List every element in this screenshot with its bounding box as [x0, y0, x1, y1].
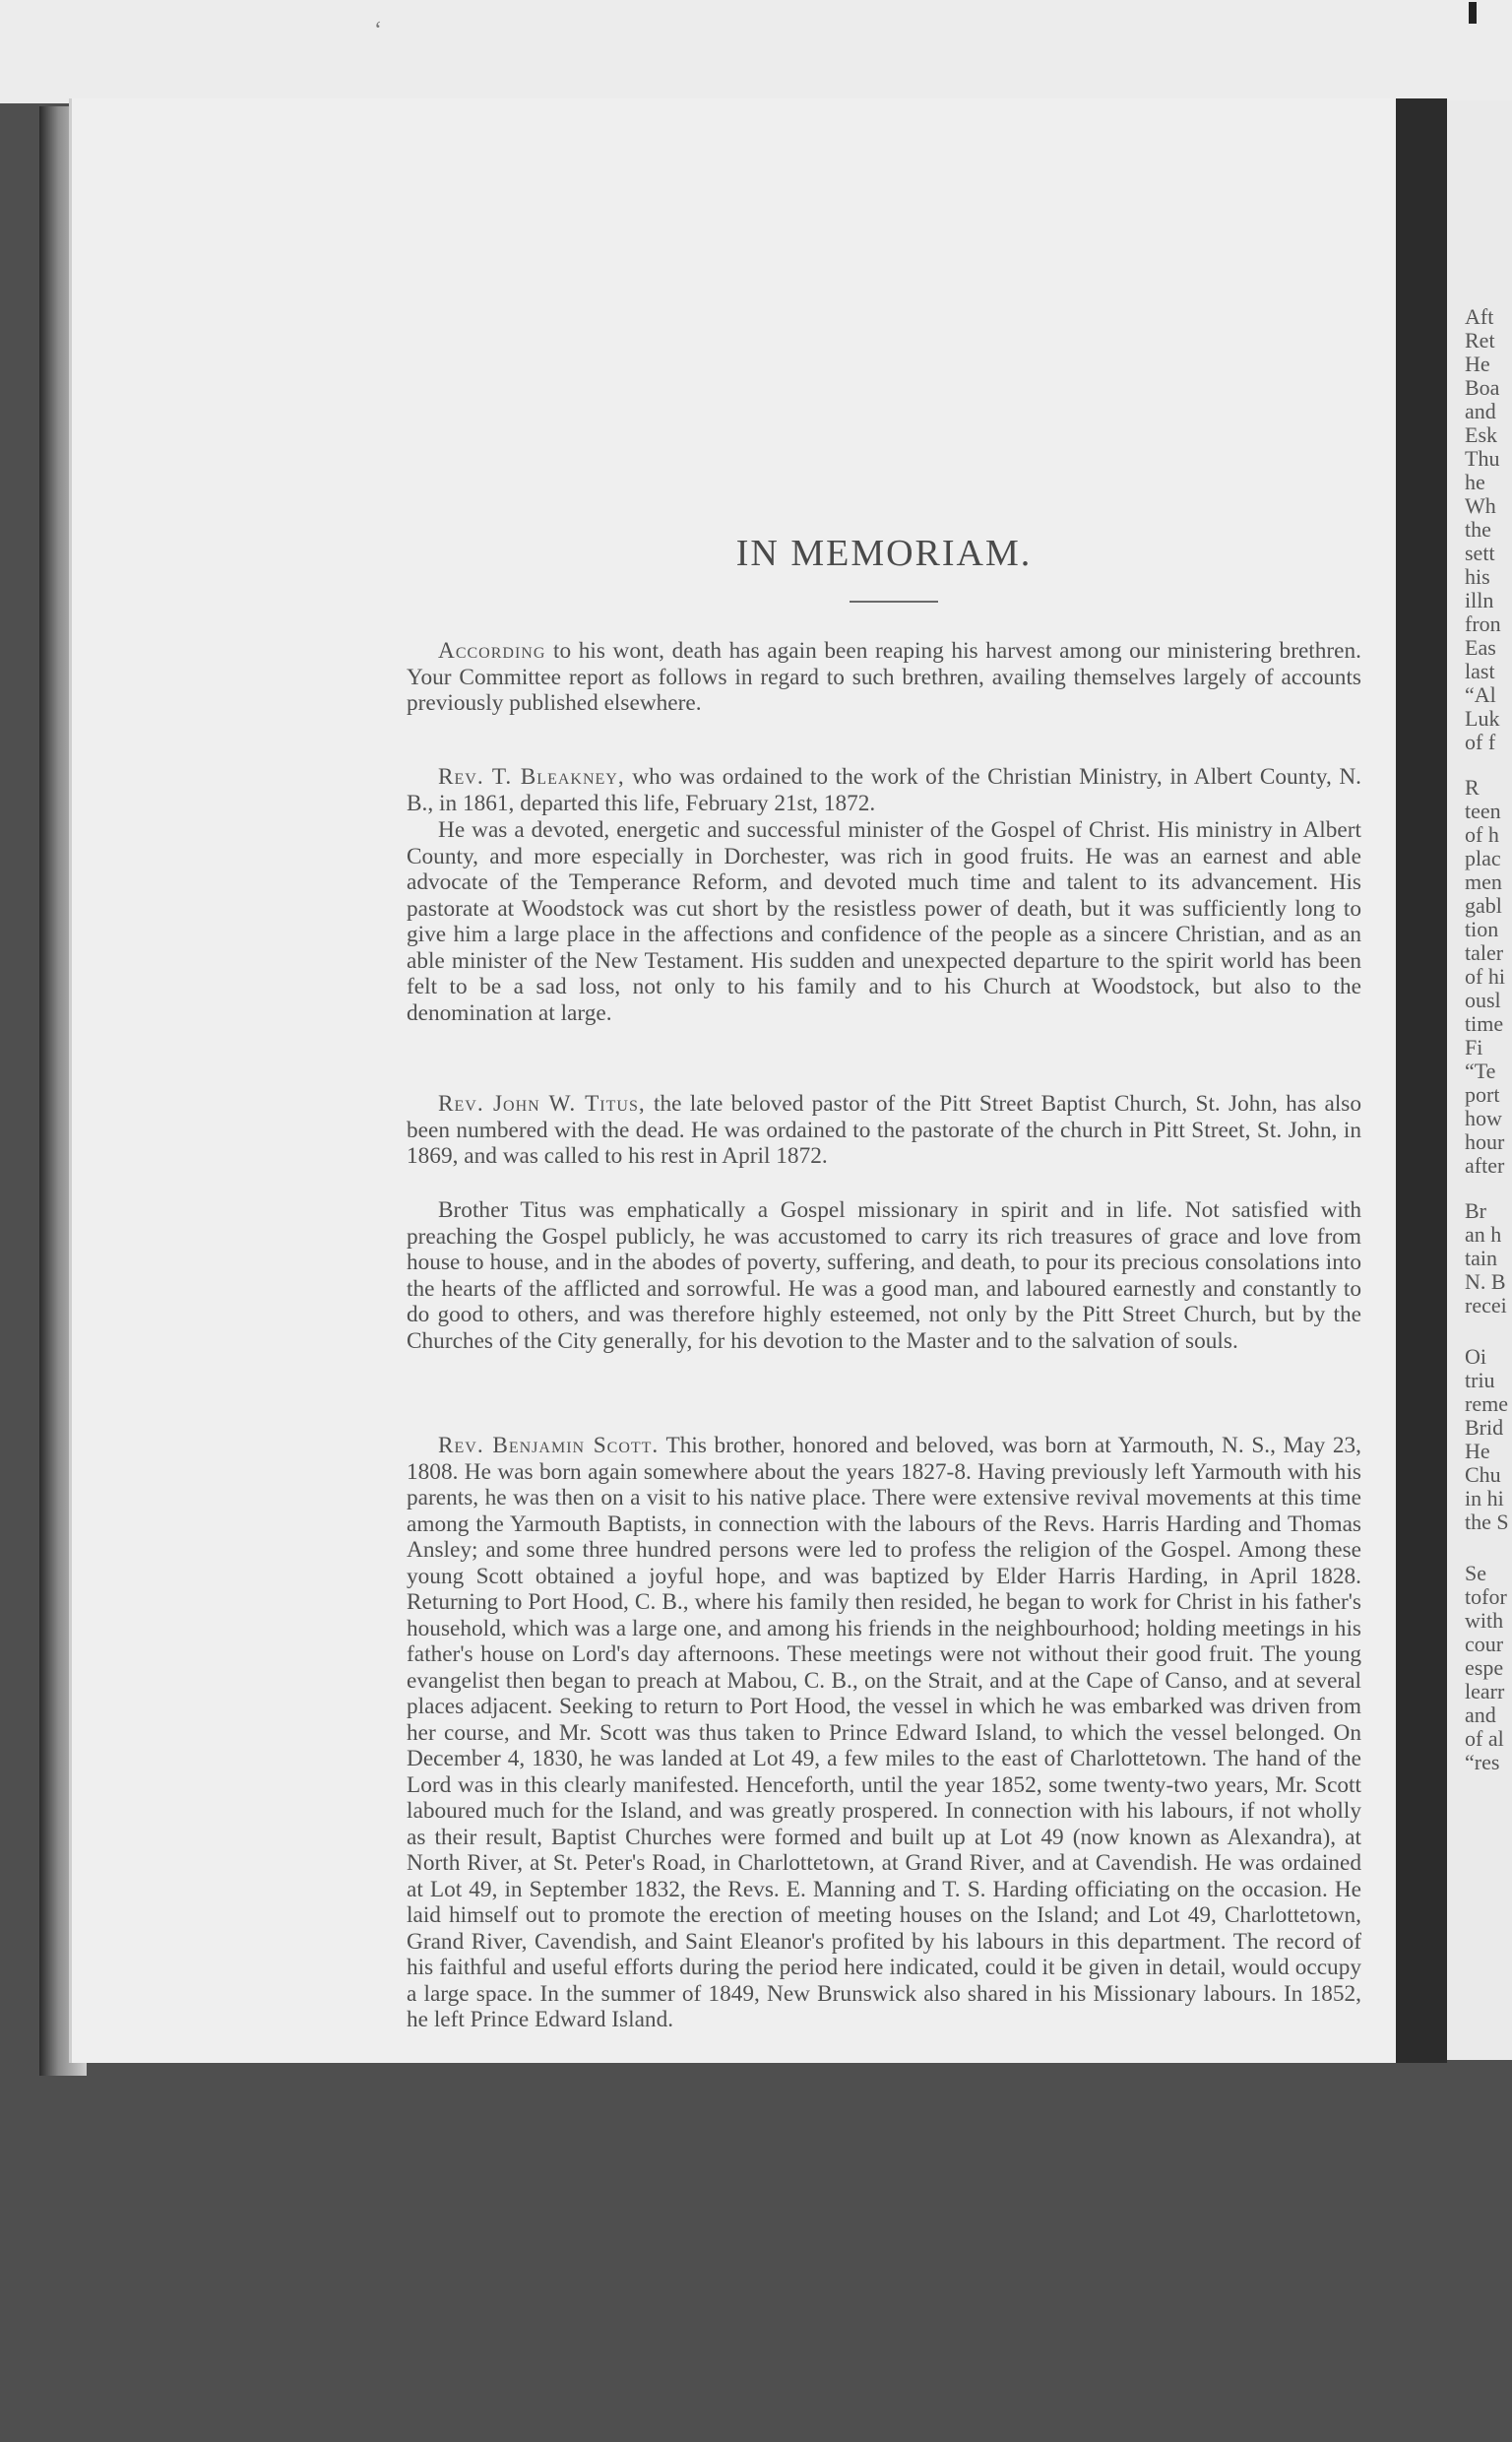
next-page-fragment: of f: [1465, 730, 1496, 754]
next-page-fragment: men: [1465, 869, 1502, 894]
next-page-fragment: “Te: [1465, 1059, 1496, 1083]
next-page-fragment: He: [1465, 352, 1490, 376]
next-page-fragment: N. B: [1465, 1269, 1506, 1294]
scan-mark: ‘: [374, 18, 382, 43]
next-page-fragment: reme: [1465, 1391, 1508, 1416]
next-page-fragment: ousl: [1465, 988, 1501, 1012]
next-page-fragment: recei: [1465, 1293, 1507, 1317]
next-page-fragment: Br: [1465, 1198, 1486, 1223]
next-page-fragment: how: [1465, 1106, 1502, 1130]
titus-name: Rev. John W. Titus,: [438, 1091, 646, 1117]
top-margin-strip: [0, 0, 1512, 103]
next-page-fragment: Fi: [1465, 1035, 1483, 1060]
scott-name: Rev. Benjamin Scott.: [438, 1433, 660, 1458]
next-page-fragment: Boa: [1465, 375, 1500, 400]
titus-tribute-paragraph: Brother Titus was emphatically a Gospel missionary in spirit and in life. Not satisfied with preaching the Gospel publicly, he was accustomed to carry its rich treasures of grace and love from house to house, and in the abodes of poverty, suffering, and death, to pour its precious consolations into the hearts of the afflicted and sorrowful. He was a good man, and laboured earnestly and constantly to do good to others, and was therefore highly esteemed, not only by the Pitt Street Church, but by the Churches of the City generally, for his devotion to the Master and to the salvation of souls.: [407, 1197, 1361, 1354]
next-page-fragment: espe: [1465, 1655, 1504, 1680]
next-page-fragment: Eas: [1465, 635, 1496, 660]
next-page-fragment: and: [1465, 1703, 1496, 1727]
bleakney-paragraph: [407, 764, 1361, 816]
next-page-fragment: Esk: [1465, 422, 1497, 447]
next-page-fragment: gabl: [1465, 893, 1502, 918]
next-page-fragment: Se: [1465, 1561, 1486, 1585]
next-page-fragment: in hi: [1465, 1486, 1504, 1510]
next-page-fragment: he: [1465, 470, 1485, 494]
next-page-fragment: Aft: [1465, 304, 1494, 329]
titus-paragraph: [407, 1091, 1361, 1170]
title-rule: [850, 601, 938, 603]
next-page-fragment: the S: [1465, 1510, 1509, 1534]
next-page-edge: [1447, 100, 1512, 2060]
next-page-fragment: with: [1465, 1608, 1504, 1633]
next-page-fragment: his: [1465, 564, 1490, 589]
bleakney-text: who was ordained to the work of the Christian Ministry, in Albert County, N. B., in 1861, departed this life, February 21st, 1872.: [407, 764, 1362, 816]
bleakney-name: Rev. T. Bleakney,: [438, 764, 625, 790]
intro-paragraph: [407, 638, 1361, 717]
scott-text: This brother, honored and beloved, was born at Yarmouth, N. S., May 23, 1808. He was born again somewhere about the years 1827-8. Having previously left Yarmouth with his parents, he was then on a visit to his native place. There were extensive revival movements at this time among the Yarmouth Baptists, in connection with the labours of the Revs. Harris Harding and Thomas Ansley; and some three hundred persons were led to profess the religion of the Gospel. Among these young Scott obtained a joyful hope, and was baptized by Elder Harris Harding, in April 1828. Returning to Port Hood, C. B., where his family then resided, he began to work for Christ in his father's household, which was a large one, and among his friends in the neighbourhood; holding meetings in his father's house on Lord's day afternoons. These meetings were not without their good fruit. The young evangelist then began to preach at Mabou, C. B., on the Strait, and at the Cape of Canso, and at several places adjacent. Seeking to return to Port Hood, the vessel in which he was embarked was driven from her course, and Mr. Scott was thus taken to Prince Edward Island, to which the vessel belonged. On December 4, 1830, he was landed at Lot 49, a few miles to the east of Charlottetown. The hand of the Lord was in this clearly manifested. Henceforth, until the year 1852, some twenty-two years, Mr. Scott laboured much for the Island, and was greatly prospered. In connection with his labours, if not wholly as their result, Baptist Churches were formed and built up at Lot 49 (now known as Alexandra), at North River, at St. Peter's Road, in Charlottetown, at Grand River, and at Cavendish. He was ordained at Lot 49, in September 1832, the Revs. E. Manning and T. S. Harding officiating on the occasion. He laid himself out to promote the erection of meeting houses on the Island; and Lot 49, Charlottetown, Grand River, Cavendish, and Saint Eleanor's profited by his labours in this department. The record of his faithful and useful efforts during the period here indicated, could it be given in detail, would occupy a large space. In the summer of 1849, New Brunswick also shared in his Missionary labours. In 1852, he left Prince Edward Island.: [407, 1433, 1362, 2032]
next-page-fragment: taler: [1465, 940, 1504, 965]
next-page-fragment: of hi: [1465, 964, 1505, 989]
next-page-fragment: Luk: [1465, 706, 1500, 731]
next-page-fragment: Brid: [1465, 1415, 1504, 1440]
intro-lead: According: [438, 638, 546, 664]
next-page-fragment: tain: [1465, 1246, 1497, 1270]
next-page-fragment: learr: [1465, 1679, 1505, 1703]
bleakney-tribute-paragraph: He was a devoted, energetic and successful minister of the Gospel of Christ. His ministry in Albert County, and more especially in Dorchester, was rich in good fruits. He was an earnest and able advocate of the Temperance Reform, and devoted much time and talent to its advancement. His pastorate at Woodstock was cut short by the resistless power of death, but it was sufficiently long to give him a large place in the affections and confidence of the people as a sincere Christian, and as an able minister of the New Testament. His sudden and unexpected departure to the spirit world has been felt to be a sad loss, not only to his family and to his Church at Woodstock, but also to the denomination at large.: [407, 817, 1361, 1026]
next-page-fragment: teen: [1465, 799, 1501, 823]
next-page-fragment: Wh: [1465, 493, 1496, 518]
next-page-fragment: triu: [1465, 1368, 1495, 1392]
next-page-fragment: Thu: [1465, 446, 1500, 471]
next-page-fragment: of h: [1465, 822, 1499, 847]
next-page-fragment: hour: [1465, 1129, 1505, 1154]
next-page-fragment: and: [1465, 399, 1496, 423]
next-page-fragment: an h: [1465, 1222, 1502, 1247]
next-page-fragment: He: [1465, 1439, 1490, 1463]
next-page-fragment: last: [1465, 659, 1495, 683]
next-page-fragment: plac: [1465, 846, 1501, 870]
intro-text: to his wont, death has again been reaping his harvest among our ministering brethren. Your Committee report as follows in regard to such brethren, availing themselves largely of accounts previously published elsewhere.: [407, 638, 1361, 716]
next-page-fragment: tion: [1465, 917, 1499, 941]
next-page-fragment: cour: [1465, 1632, 1504, 1656]
next-page-fragment: R: [1465, 775, 1480, 800]
next-page-fragment: fron: [1465, 611, 1501, 636]
next-page-fragment: “res: [1465, 1750, 1500, 1774]
next-page-fragment: sett: [1465, 541, 1495, 565]
book-gutter: [1396, 98, 1447, 2063]
next-page-fragment: illn: [1465, 588, 1494, 612]
titus-text: the late beloved pastor of the Pitt Street Baptist Church, St. John, has also been numbered with the dead. He was ordained to the pastorate of the church in Pitt Street, St. John, in 1869, and was called to his rest in April 1872.: [407, 1091, 1362, 1169]
next-page-fragment: Oi: [1465, 1344, 1486, 1369]
page-title: IN MEMORIAM.: [735, 533, 1033, 574]
next-page-fragment: port: [1465, 1082, 1500, 1107]
next-page-fragment: of al: [1465, 1726, 1504, 1751]
next-page-fragment: tofor: [1465, 1584, 1507, 1609]
scan-mark-dark: [1469, 2, 1477, 24]
next-page-fragment: the: [1465, 517, 1491, 542]
next-page-fragment: time: [1465, 1011, 1504, 1036]
next-page-fragment: after: [1465, 1153, 1505, 1178]
next-page-fragment: Ret: [1465, 328, 1495, 353]
book-page: [69, 98, 1396, 2063]
next-page-fragment: “Al: [1465, 682, 1496, 707]
next-page-fragment: Chu: [1465, 1462, 1501, 1487]
scott-paragraph: [407, 1433, 1361, 2033]
